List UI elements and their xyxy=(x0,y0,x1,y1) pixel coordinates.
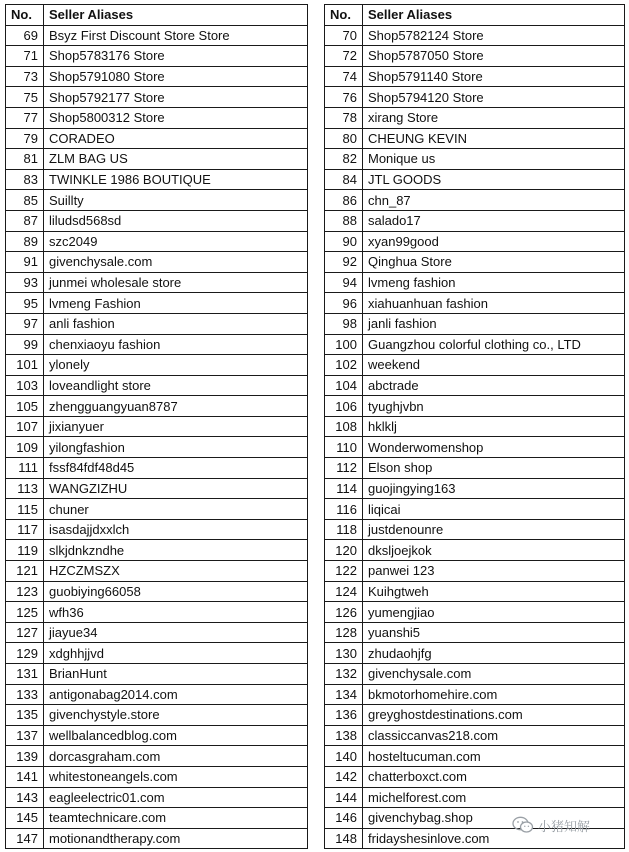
row-number: 87 xyxy=(6,210,44,231)
seller-alias: Elson shop xyxy=(363,458,625,479)
row-number: 76 xyxy=(325,87,363,108)
seller-alias: greyghostdestinations.com xyxy=(363,705,625,726)
table-row xyxy=(6,602,308,623)
row-number: 73 xyxy=(6,66,44,87)
table-row xyxy=(325,25,625,46)
seller-alias: yuanshi5 xyxy=(363,622,625,643)
seller-alias: xiahuanhuan fashion xyxy=(363,293,625,314)
row-number: 113 xyxy=(6,478,44,499)
seller-alias: Monique us xyxy=(363,149,625,170)
row-number: 119 xyxy=(6,540,44,561)
seller-alias: guobiying66058 xyxy=(44,581,308,602)
table-row xyxy=(325,272,625,293)
table-row xyxy=(325,787,625,808)
table-row xyxy=(6,705,308,726)
table-row xyxy=(6,828,308,849)
row-number: 110 xyxy=(325,437,363,458)
seller-alias: BrianHunt xyxy=(44,664,308,685)
table-row xyxy=(6,293,308,314)
header-no: No. xyxy=(6,5,44,26)
table-row xyxy=(6,46,308,67)
row-number: 133 xyxy=(6,684,44,705)
seller-alias: szc2049 xyxy=(44,231,308,252)
row-number: 131 xyxy=(6,664,44,685)
table-row xyxy=(325,540,625,561)
seller-alias: Wonderwomenshop xyxy=(363,437,625,458)
seller-alias: chatterboxct.com xyxy=(363,766,625,787)
seller-alias: CHEUNG KEVIN xyxy=(363,128,625,149)
row-number: 126 xyxy=(325,602,363,623)
seller-alias: yilongfashion xyxy=(44,437,308,458)
seller-alias: isasdajjdxxlch xyxy=(44,519,308,540)
row-number: 72 xyxy=(325,46,363,67)
table-header-row xyxy=(6,5,308,26)
seller-alias: givenchystyle.store xyxy=(44,705,308,726)
row-number: 118 xyxy=(325,519,363,540)
seller-alias: weekend xyxy=(363,355,625,376)
table-row xyxy=(325,437,625,458)
table-row xyxy=(325,519,625,540)
seller-alias: wellbalancedblog.com xyxy=(44,725,308,746)
row-number: 88 xyxy=(325,210,363,231)
seller-alias: ylonely xyxy=(44,355,308,376)
table-row xyxy=(6,664,308,685)
table-row xyxy=(6,375,308,396)
row-number: 106 xyxy=(325,396,363,417)
seller-alias: loveandlight store xyxy=(44,375,308,396)
table-row xyxy=(6,478,308,499)
seller-alias: yumengjiao xyxy=(363,602,625,623)
table-row xyxy=(6,169,308,190)
row-number: 95 xyxy=(6,293,44,314)
seller-alias: lvmeng Fashion xyxy=(44,293,308,314)
row-number: 127 xyxy=(6,622,44,643)
row-number: 78 xyxy=(325,107,363,128)
table-row xyxy=(325,169,625,190)
header-no: No. xyxy=(325,5,363,26)
table-row xyxy=(6,499,308,520)
seller-alias: chn_87 xyxy=(363,190,625,211)
row-number: 132 xyxy=(325,664,363,685)
seller-alias: slkjdnkzndhe xyxy=(44,540,308,561)
row-number: 102 xyxy=(325,355,363,376)
row-number: 91 xyxy=(6,252,44,273)
watermark-text: 小猪知解 xyxy=(538,819,591,835)
seller-alias: hklklj xyxy=(363,416,625,437)
row-number: 116 xyxy=(325,499,363,520)
table-row xyxy=(325,622,625,643)
row-number: 81 xyxy=(6,149,44,170)
seller-alias: eagleelectric01.com xyxy=(44,787,308,808)
seller-alias: HZCZMSZX xyxy=(44,561,308,582)
row-number: 136 xyxy=(325,705,363,726)
row-number: 96 xyxy=(325,293,363,314)
row-number: 101 xyxy=(6,355,44,376)
row-number: 89 xyxy=(6,231,44,252)
seller-alias: Shop5782124 Store xyxy=(363,25,625,46)
row-number: 83 xyxy=(6,169,44,190)
seller-alias: antigonabag2014.com xyxy=(44,684,308,705)
row-number: 146 xyxy=(325,808,363,829)
row-number: 134 xyxy=(325,684,363,705)
seller-alias: Guangzhou colorful clothing co., LTD xyxy=(363,334,625,355)
seller-alias: classiccanvas218.com xyxy=(363,725,625,746)
seller-table-right xyxy=(324,4,625,849)
row-number: 86 xyxy=(325,190,363,211)
seller-alias: liludsd568sd xyxy=(44,210,308,231)
seller-alias: whitestoneangels.com xyxy=(44,766,308,787)
table-row xyxy=(6,725,308,746)
seller-alias: ZLM BAG US xyxy=(44,149,308,170)
table-row xyxy=(6,808,308,829)
seller-table-left xyxy=(5,4,308,849)
row-number: 99 xyxy=(6,334,44,355)
row-number: 142 xyxy=(325,766,363,787)
row-number: 70 xyxy=(325,25,363,46)
row-number: 85 xyxy=(6,190,44,211)
table-row xyxy=(6,149,308,170)
seller-alias: guojingying163 xyxy=(363,478,625,499)
seller-alias: xyan99good xyxy=(363,231,625,252)
row-number: 71 xyxy=(6,46,44,67)
wechat-icon xyxy=(512,816,534,834)
watermark xyxy=(512,814,590,836)
table-row xyxy=(325,46,625,67)
row-number: 112 xyxy=(325,458,363,479)
row-number: 74 xyxy=(325,66,363,87)
table-row xyxy=(6,561,308,582)
seller-alias: tyughjvbn xyxy=(363,396,625,417)
row-number: 82 xyxy=(325,149,363,170)
table-row xyxy=(325,66,625,87)
seller-alias: motionandtherapy.com xyxy=(44,828,308,849)
seller-alias: Shop5787050 Store xyxy=(363,46,625,67)
seller-alias: Shop5783176 Store xyxy=(44,46,308,67)
table-row xyxy=(325,231,625,252)
seller-alias: janli fashion xyxy=(363,313,625,334)
row-number: 105 xyxy=(6,396,44,417)
table-row xyxy=(6,128,308,149)
table-row xyxy=(325,334,625,355)
table-row xyxy=(6,746,308,767)
seller-alias: dorcasgraham.com xyxy=(44,746,308,767)
table-row xyxy=(6,231,308,252)
row-number: 123 xyxy=(6,581,44,602)
row-number: 145 xyxy=(6,808,44,829)
seller-alias: givenchysale.com xyxy=(363,664,625,685)
row-number: 139 xyxy=(6,746,44,767)
table-row xyxy=(6,210,308,231)
seller-alias: TWINKLE 1986 BOUTIQUE xyxy=(44,169,308,190)
table-row xyxy=(6,107,308,128)
row-number: 108 xyxy=(325,416,363,437)
row-number: 120 xyxy=(325,540,363,561)
row-number: 148 xyxy=(325,828,363,849)
seller-alias: jiayue34 xyxy=(44,622,308,643)
row-number: 121 xyxy=(6,561,44,582)
row-number: 115 xyxy=(6,499,44,520)
seller-alias: junmei wholesale store xyxy=(44,272,308,293)
seller-alias: xirang Store xyxy=(363,107,625,128)
row-number: 75 xyxy=(6,87,44,108)
table-row xyxy=(325,643,625,664)
seller-alias: liqicai xyxy=(363,499,625,520)
seller-alias: chenxiaoyu fashion xyxy=(44,334,308,355)
row-number: 69 xyxy=(6,25,44,46)
table-row xyxy=(6,252,308,273)
table-row xyxy=(325,87,625,108)
seller-alias: anli fashion xyxy=(44,313,308,334)
seller-alias: panwei 123 xyxy=(363,561,625,582)
seller-alias: givenchybag.shop xyxy=(363,808,625,829)
table-row xyxy=(325,355,625,376)
table-row xyxy=(325,766,625,787)
table-row xyxy=(325,128,625,149)
row-number: 97 xyxy=(6,313,44,334)
row-number: 138 xyxy=(325,725,363,746)
row-number: 84 xyxy=(325,169,363,190)
row-number: 93 xyxy=(6,272,44,293)
table-row xyxy=(6,334,308,355)
row-number: 77 xyxy=(6,107,44,128)
table-row xyxy=(325,416,625,437)
row-number: 104 xyxy=(325,375,363,396)
seller-alias: Shop5794120 Store xyxy=(363,87,625,108)
seller-alias: salado17 xyxy=(363,210,625,231)
row-number: 137 xyxy=(6,725,44,746)
seller-alias: Shop5792177 Store xyxy=(44,87,308,108)
seller-alias: zhudaohjfg xyxy=(363,643,625,664)
table-row xyxy=(325,664,625,685)
table-row xyxy=(325,581,625,602)
table-row xyxy=(6,272,308,293)
seller-alias: chuner xyxy=(44,499,308,520)
table-row xyxy=(6,25,308,46)
seller-alias: Shop5800312 Store xyxy=(44,107,308,128)
table-row xyxy=(325,149,625,170)
table-row xyxy=(325,725,625,746)
row-number: 130 xyxy=(325,643,363,664)
row-number: 94 xyxy=(325,272,363,293)
header-seller-aliases: Seller Aliases xyxy=(363,5,625,26)
seller-alias: justdenounre xyxy=(363,519,625,540)
table-row xyxy=(6,622,308,643)
seller-alias: Shop5791140 Store xyxy=(363,66,625,87)
table-row xyxy=(6,87,308,108)
table-row xyxy=(6,396,308,417)
table-row xyxy=(6,787,308,808)
row-number: 144 xyxy=(325,787,363,808)
seller-alias: michelforest.com xyxy=(363,787,625,808)
table-row xyxy=(325,190,625,211)
table-row xyxy=(325,107,625,128)
row-number: 135 xyxy=(6,705,44,726)
seller-alias: abctrade xyxy=(363,375,625,396)
table-row xyxy=(325,313,625,334)
table-row xyxy=(325,210,625,231)
table-row xyxy=(6,355,308,376)
seller-alias: dksljoejkok xyxy=(363,540,625,561)
row-number: 141 xyxy=(6,766,44,787)
seller-alias: JTL GOODS xyxy=(363,169,625,190)
seller-alias: CORADEO xyxy=(44,128,308,149)
seller-alias: teamtechnicare.com xyxy=(44,808,308,829)
table-row xyxy=(6,684,308,705)
seller-alias: givenchysale.com xyxy=(44,252,308,273)
row-number: 128 xyxy=(325,622,363,643)
seller-alias: fssf84fdf48d45 xyxy=(44,458,308,479)
seller-alias: hosteltucuman.com xyxy=(363,746,625,767)
seller-alias: jixianyuer xyxy=(44,416,308,437)
row-number: 140 xyxy=(325,746,363,767)
table-row xyxy=(6,313,308,334)
row-number: 122 xyxy=(325,561,363,582)
table-row xyxy=(325,561,625,582)
table-row xyxy=(6,643,308,664)
row-number: 125 xyxy=(6,602,44,623)
table-row xyxy=(6,540,308,561)
row-number: 98 xyxy=(325,313,363,334)
table-row xyxy=(325,375,625,396)
table-row xyxy=(6,437,308,458)
row-number: 143 xyxy=(6,787,44,808)
seller-alias: Kuihgtweh xyxy=(363,581,625,602)
table-row xyxy=(325,458,625,479)
seller-alias: Bsyz First Discount Store Store xyxy=(44,25,308,46)
row-number: 147 xyxy=(6,828,44,849)
row-number: 114 xyxy=(325,478,363,499)
seller-alias: wfh36 xyxy=(44,602,308,623)
row-number: 117 xyxy=(6,519,44,540)
row-number: 111 xyxy=(6,458,44,479)
table-row xyxy=(6,581,308,602)
seller-alias: fridayshesinlove.com xyxy=(363,828,625,849)
seller-alias: bkmotorhomehire.com xyxy=(363,684,625,705)
row-number: 124 xyxy=(325,581,363,602)
seller-alias: lvmeng fashion xyxy=(363,272,625,293)
seller-alias: Suillty xyxy=(44,190,308,211)
table-row xyxy=(325,684,625,705)
seller-alias: Shop5791080 Store xyxy=(44,66,308,87)
seller-alias: Qinghua Store xyxy=(363,252,625,273)
row-number: 103 xyxy=(6,375,44,396)
row-number: 90 xyxy=(325,231,363,252)
row-number: 109 xyxy=(6,437,44,458)
seller-alias: xdghhjjvd xyxy=(44,643,308,664)
table-row xyxy=(325,746,625,767)
row-number: 92 xyxy=(325,252,363,273)
table-row xyxy=(325,499,625,520)
table-header-row xyxy=(325,5,625,26)
seller-alias: WANGZIZHU xyxy=(44,478,308,499)
table-row xyxy=(6,190,308,211)
row-number: 80 xyxy=(325,128,363,149)
table-row xyxy=(325,396,625,417)
table-row xyxy=(325,252,625,273)
table-row xyxy=(325,478,625,499)
row-number: 107 xyxy=(6,416,44,437)
table-row xyxy=(6,416,308,437)
row-number: 100 xyxy=(325,334,363,355)
table-row xyxy=(325,705,625,726)
table-row xyxy=(6,66,308,87)
table-row xyxy=(325,293,625,314)
header-seller-aliases: Seller Aliases xyxy=(44,5,308,26)
table-row xyxy=(325,602,625,623)
table-row xyxy=(6,458,308,479)
table-row xyxy=(6,519,308,540)
row-number: 79 xyxy=(6,128,44,149)
row-number: 129 xyxy=(6,643,44,664)
table-row xyxy=(6,766,308,787)
seller-alias: zhengguangyuan8787 xyxy=(44,396,308,417)
